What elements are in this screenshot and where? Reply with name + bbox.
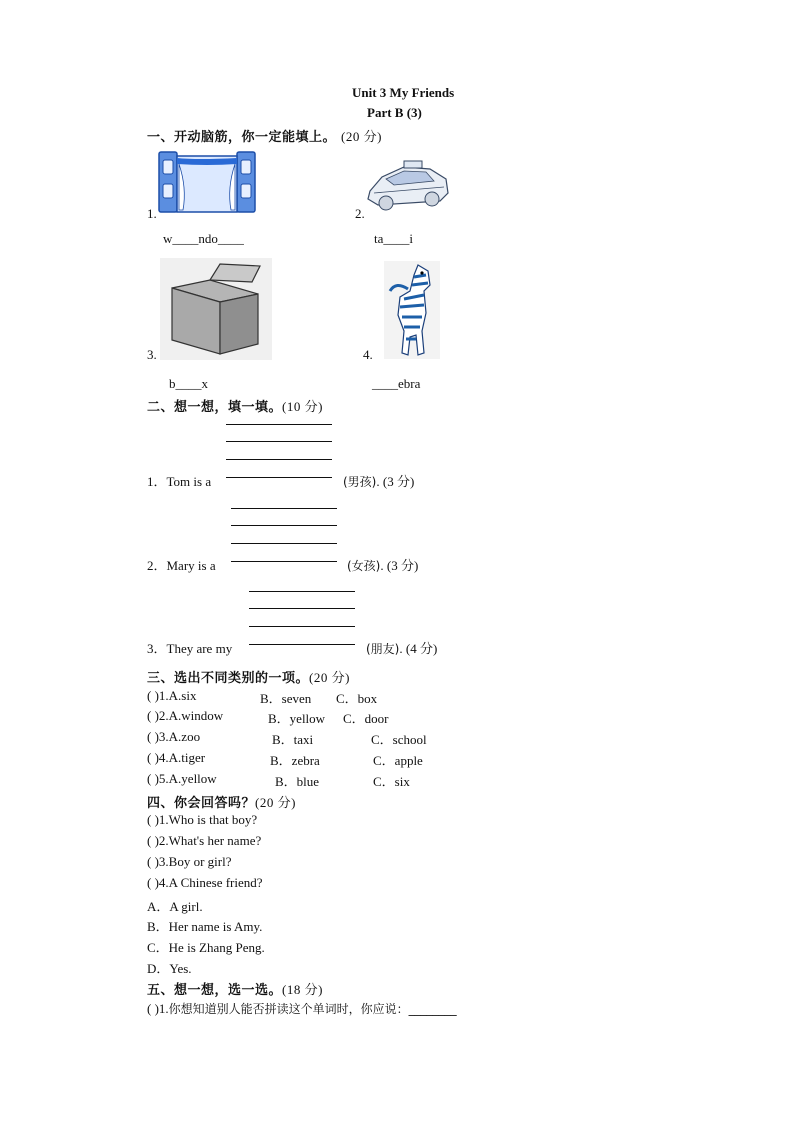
answer-option-a: A．A girl. [147,899,203,914]
writing-line [249,644,355,645]
taxi-icon [364,157,452,215]
page-title: Unit 3 My Friends [352,85,455,100]
choice-q1-c: C．box [336,691,378,706]
section3-score: (20 分) [309,670,350,685]
section1-heading [147,126,382,145]
choice-q1: ( )1.A.six [147,688,197,703]
fill-item-3-points: . (4 分) [399,641,438,656]
choice-q3-c: C．school [371,732,427,747]
fill-item-2 [147,555,216,574]
answer-option-b: B．Her name is Amy. [147,919,263,934]
answer-option-c: C．He is Zhang Peng. [147,940,265,955]
writing-line [226,424,332,425]
fill-item-1-suffix [343,471,414,490]
answer-q2: ( )2.What's her name? [147,833,262,848]
item3-blank: b____x [169,376,208,391]
choice-q4-b: B．zebra [270,753,320,768]
section4-heading-text: 四、你会回答吗？ [147,796,256,811]
section4-heading [147,792,296,811]
section2-score: (10 分) [282,399,323,414]
section1-heading-text: 一、开动脑筋，你一定能填上。 [147,130,337,145]
fill-item-2-points: . (3 分) [380,558,419,573]
fill-item-1 [147,471,211,490]
answer-option-d: D．Yes. [147,961,192,976]
section5-q1 [147,1000,457,1017]
item1-number: 1. [147,206,157,221]
writing-line [249,626,355,627]
item2-number: 2. [355,206,365,221]
section4-score: (20 分) [255,795,296,810]
writing-line [249,608,355,609]
choice-q3-b: B．taxi [272,732,314,747]
writing-line [226,441,332,442]
section5-q1-bracket: ( )1. [147,1001,169,1016]
choice-q2-b: B．yellow [268,711,326,726]
section3-heading-text: 三、选出不同类别的一项。 [147,671,310,686]
choice-q5-c: C．six [373,774,410,789]
choice-q2: ( )2.A.window [147,708,224,723]
page-subtitle: Part B (3) [367,105,422,120]
writing-line [231,525,337,526]
section5-heading-text: 五、想一想，选一选。 [147,983,283,998]
writing-line [249,591,355,592]
item1-blank: w____ndo____ [163,231,244,246]
choice-q4-c: C．apple [373,753,423,768]
fill-item-3 [147,638,232,657]
fill-item-1-points: . (3 分) [376,474,415,489]
box-icon [160,258,272,360]
writing-line [231,543,337,544]
choice-q4: ( )4.A.tiger [147,750,206,765]
fill-item-2-hint: (女孩) [347,559,381,573]
writing-line [226,477,332,478]
fill-item-3-suffix [366,638,437,657]
fill-item-3-hint: (朋友) [366,642,400,656]
item4-number: 4. [363,347,373,362]
section1-score: (20 分) [341,129,382,144]
fill-item-1-prefix: 1．Tom is a [147,474,212,489]
choice-q5-b: B．blue [275,774,320,789]
zebra-icon [384,261,440,359]
fill-item-3-prefix: 3．They are my [147,641,233,656]
answer-q3: ( )3.Boy or girl? [147,854,232,869]
writing-line [226,459,332,460]
answer-q1: ( )1.Who is that boy? [147,812,258,827]
fill-item-1-hint: (男孩) [343,475,377,489]
fill-item-2-prefix: 2．Mary is a [147,558,216,573]
window-icon [157,148,257,216]
section3-heading [147,667,350,686]
section5-heading [147,979,323,998]
choice-q1-b: B．seven [260,691,312,706]
item3-number: 3. [147,347,157,362]
choice-q3: ( )3.A.zoo [147,729,201,744]
section5-score: (18 分) [282,982,323,997]
writing-line [231,561,337,562]
choice-q5: ( )5.A.yellow [147,771,217,786]
choice-q2-c: C．door [343,711,389,726]
item4-blank: ____ebra [372,376,421,391]
item2-blank: ta____i [374,231,413,246]
section2-heading [147,396,323,415]
section2-heading-text: 二、想一想，填一填。 [147,400,283,415]
answer-q4: ( )4.A Chinese friend? [147,875,263,890]
fill-item-2-suffix [347,555,418,574]
writing-line [231,508,337,509]
section5-q1-text: 你想知道别人能否拼读这个单词时，你应说：________ [168,1002,457,1016]
